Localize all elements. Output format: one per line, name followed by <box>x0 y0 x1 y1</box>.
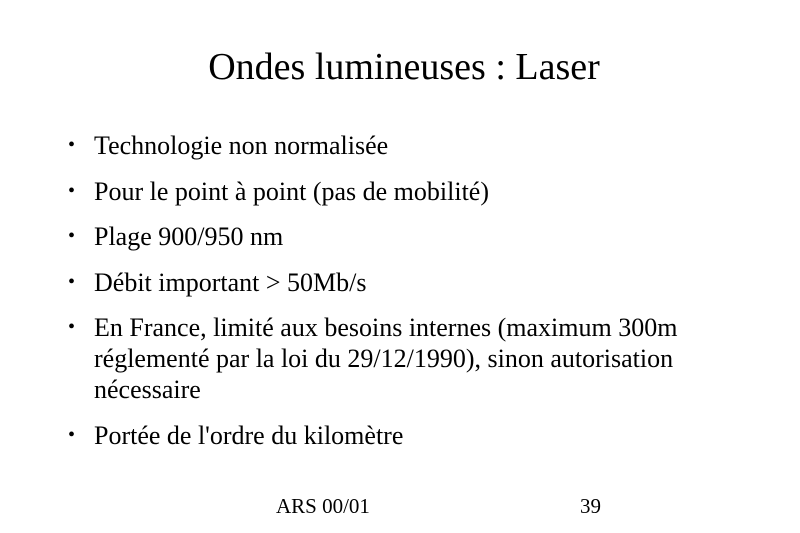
bullet-item <box>66 267 746 298</box>
bullet-icon: • <box>68 316 76 338</box>
page-number: 39 <box>580 494 601 518</box>
bullet-item <box>66 221 746 252</box>
bullet-text: Pour le point à point (pas de mobilité) <box>94 176 489 206</box>
bullet-icon: • <box>68 134 76 156</box>
slide-title: Ondes lumineuses : Laser <box>208 46 600 88</box>
bullet-text: En France, limité aux besoins internes (maximum 300m réglementé par la loi du 29/12/1990), sinon autorisation nécessaire <box>94 313 678 404</box>
bullet-icon: • <box>68 225 76 247</box>
bullet-text: Plage 900/950 nm <box>94 222 284 251</box>
footer-label: ARS 00/01 <box>276 494 370 518</box>
bullet-list <box>66 130 746 465</box>
bullet-item <box>66 176 746 207</box>
bullet-item <box>66 420 746 451</box>
bullet-text: Technologie non normalisée <box>94 131 389 160</box>
bullet-item <box>66 130 746 161</box>
bullet-text: Débit important > 50Mb/s <box>94 267 367 297</box>
bullet-icon: • <box>68 270 76 293</box>
bullet-icon: • <box>68 179 76 202</box>
bullet-text: Portée de l'ordre du kilomètre <box>94 420 404 450</box>
bullet-item <box>66 312 746 405</box>
bullet-icon: • <box>68 423 76 446</box>
